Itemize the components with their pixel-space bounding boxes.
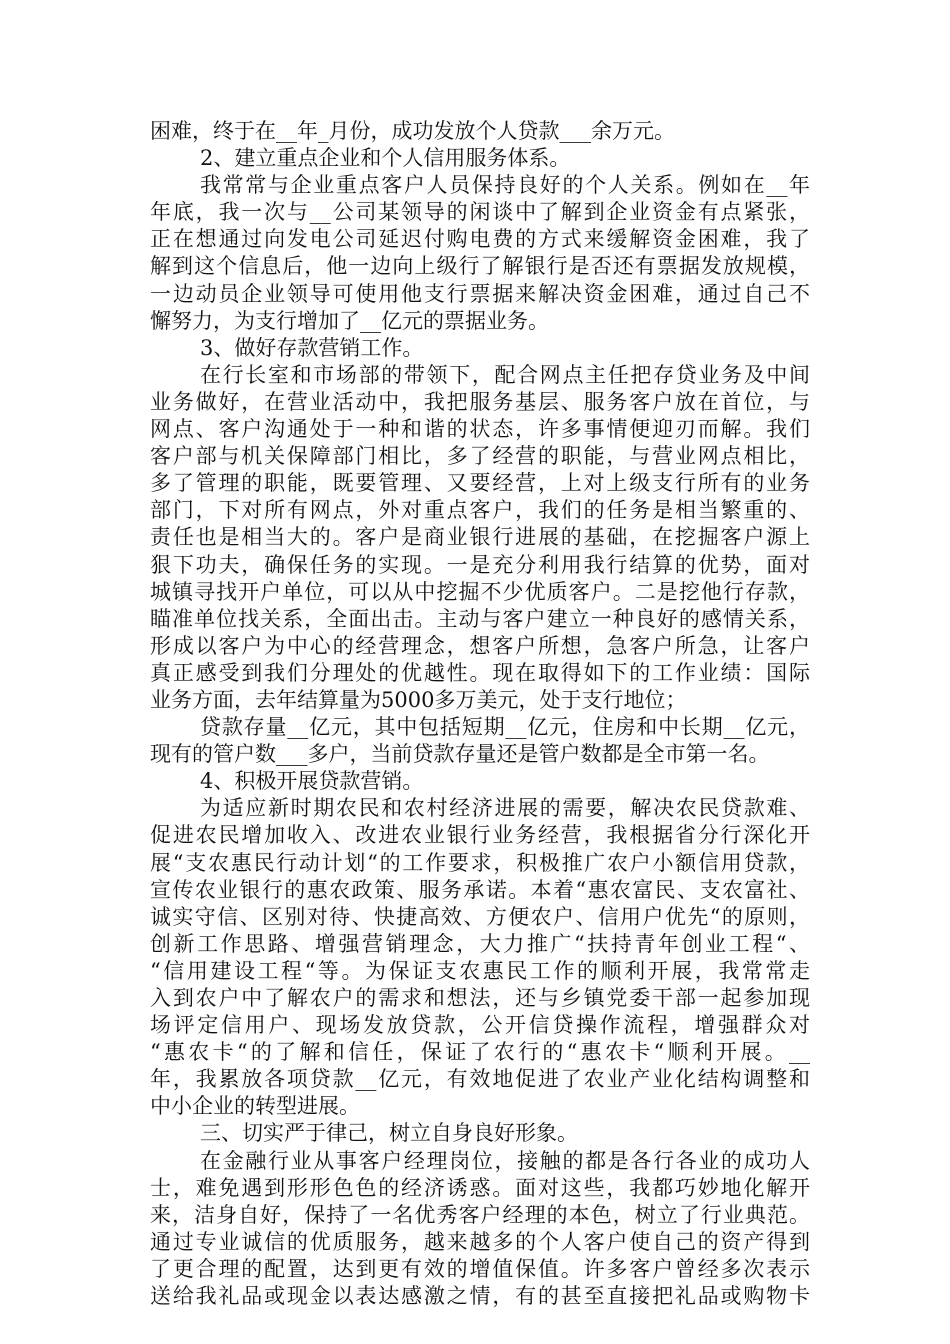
text-line: 困难，终于在__年_月份，成功发放个人贷款___余万元。 — [150, 119, 675, 143]
text-line: 我常常与企业重点客户人员保持良好的个人关系。例如在__年 — [200, 173, 810, 198]
text-line: 中小企业的转型进展。 — [150, 1094, 360, 1119]
text-line: 贷款存量__亿元，其中包括短期__亿元，住房和中长期__亿元， — [200, 715, 810, 740]
text-line: 2、建立重点企业和个人信用服务体系。 — [200, 146, 571, 171]
text-line: 正在想通过向发电公司延迟付购电费的方式来缓解资金困难，我了 — [150, 227, 810, 252]
text-line: 真正感受到我们分理处的优越性。现在取得如下的工作业绩：国际 — [150, 660, 810, 685]
text-line: 狠下功夫，确保任务的实现。一是充分利用我行结算的优势，面对 — [150, 552, 810, 577]
text-line: “惠农卡“的了解和信任，保证了农行的“惠农卡“顺利开展。__ — [150, 1040, 810, 1065]
text-line: 三、切实严于律己，树立自身良好形象。 — [200, 1121, 578, 1146]
text-line: 年，我累放各项贷款__亿元，有效地促进了农业产业化结构调整和 — [150, 1067, 810, 1092]
text-line: 客户部与机关保障部门相比，多了经营的职能，与营业网点相比， — [150, 444, 810, 469]
text-line: 瞄准单位找关系，全面出击。主动与客户建立一种良好的感情关系， — [150, 606, 810, 631]
text-line: 部门，下对所有网点，外对重点客户，我们的任务是相当繁重的、 — [150, 498, 810, 523]
text-line: 展“支农惠民行动计划“的工作要求，积极推广农户小额信用贷款， — [150, 850, 810, 875]
text-line: 场评定信用户、现场发放贷款，公开信贷操作流程，增强群众对 — [150, 1013, 810, 1038]
text-line: 为适应新时期农民和农村经济进展的需要，解决农民贷款难、 — [200, 796, 810, 821]
text-line: 士，难免遇到形形色色的经济诱惑。面对这些，我都巧妙地化解开 — [150, 1175, 810, 1200]
document-body — [150, 118, 810, 1310]
text-line: 城镇寻找开户单位，可以从中挖掘不少优质客户。二是挖他行存款， — [150, 579, 810, 604]
text-line: “信用建设工程“等。为保证支农惠民工作的顺利开展，我常常走 — [150, 958, 810, 983]
text-line: 一边动员企业领导可使用他支行票据来解决资金困难，通过自己不 — [150, 281, 810, 306]
text-line: 现有的管户数___多户，当前贷款存量还是管户数都是全市第一名。 — [150, 742, 770, 767]
text-line: 业务做好，在营业活动中，我把服务基层、服务客户放在首位，与 — [150, 389, 810, 414]
text-line: 业务方面，去年结算量为5000多万美元，处于支行地位； — [150, 687, 687, 712]
text-line: 来，洁身自好，保持了一名优秀客户经理的本色，树立了行业典范。 — [150, 1202, 810, 1227]
text-line: 形成以客户为中心的经营理念，想客户所想，急客户所急，让客户 — [150, 633, 810, 658]
text-line: 创新工作思路、增强营销理念，大力推广“扶持青年创业工程“、 — [150, 931, 810, 956]
text-line: 入到农户中了解农户的需求和想法，还与乡镇党委干部一起参加现 — [150, 986, 810, 1010]
text-line: 懈努力，为支行增加了__亿元的票据业务。 — [150, 308, 549, 333]
text-line: 责任也是相当大的。客户是商业银行进展的基础，在挖掘客户源上 — [150, 525, 810, 550]
text-line: 在金融行业从事客户经理岗位，接触的都是各行各业的成功人 — [200, 1148, 810, 1173]
text-line: 网点、客户沟通处于一种和谐的状态，许多事情便迎刃而解。我们 — [150, 417, 810, 442]
text-line: 送给我礼品或现金以表达感激之情，有的甚至直接把礼品或购物卡 — [150, 1284, 810, 1309]
text-line: 促进农民增加收入、改进农业银行业务经营，我根据省分行深化开 — [150, 823, 810, 848]
text-line: 多了管理的职能，既要管理、又要经营，上对上级支行所有的业务 — [150, 471, 810, 496]
text-line: 诚实守信、区别对待、快捷高效、方便农户、信用户优先“的原则， — [150, 904, 810, 929]
text-line: 宣传农业银行的惠农政策、服务承诺。本着“惠农富民、支农富社、 — [150, 877, 810, 902]
text-line: 通过专业诚信的优质服务，越来越多的个人客户使自己的资产得到 — [150, 1229, 810, 1254]
text-line: 解到这个信息后，他一边向上级行了解银行是否还有票据发放规模， — [150, 254, 810, 279]
text-line: 在行长室和市场部的带领下，配合网点主任把存贷业务及中间 — [200, 362, 810, 387]
text-line: 4、积极开展贷款营销。 — [200, 769, 424, 794]
text-line: 3、做好存款营销工作。 — [200, 335, 424, 360]
text-line: 了更合理的配置，达到更有效的增值保值。许多客户曾经多次表示 — [150, 1256, 810, 1281]
text-line: 年底，我一次与__公司某领导的闲谈中了解到企业资金有点紧张， — [150, 200, 810, 225]
